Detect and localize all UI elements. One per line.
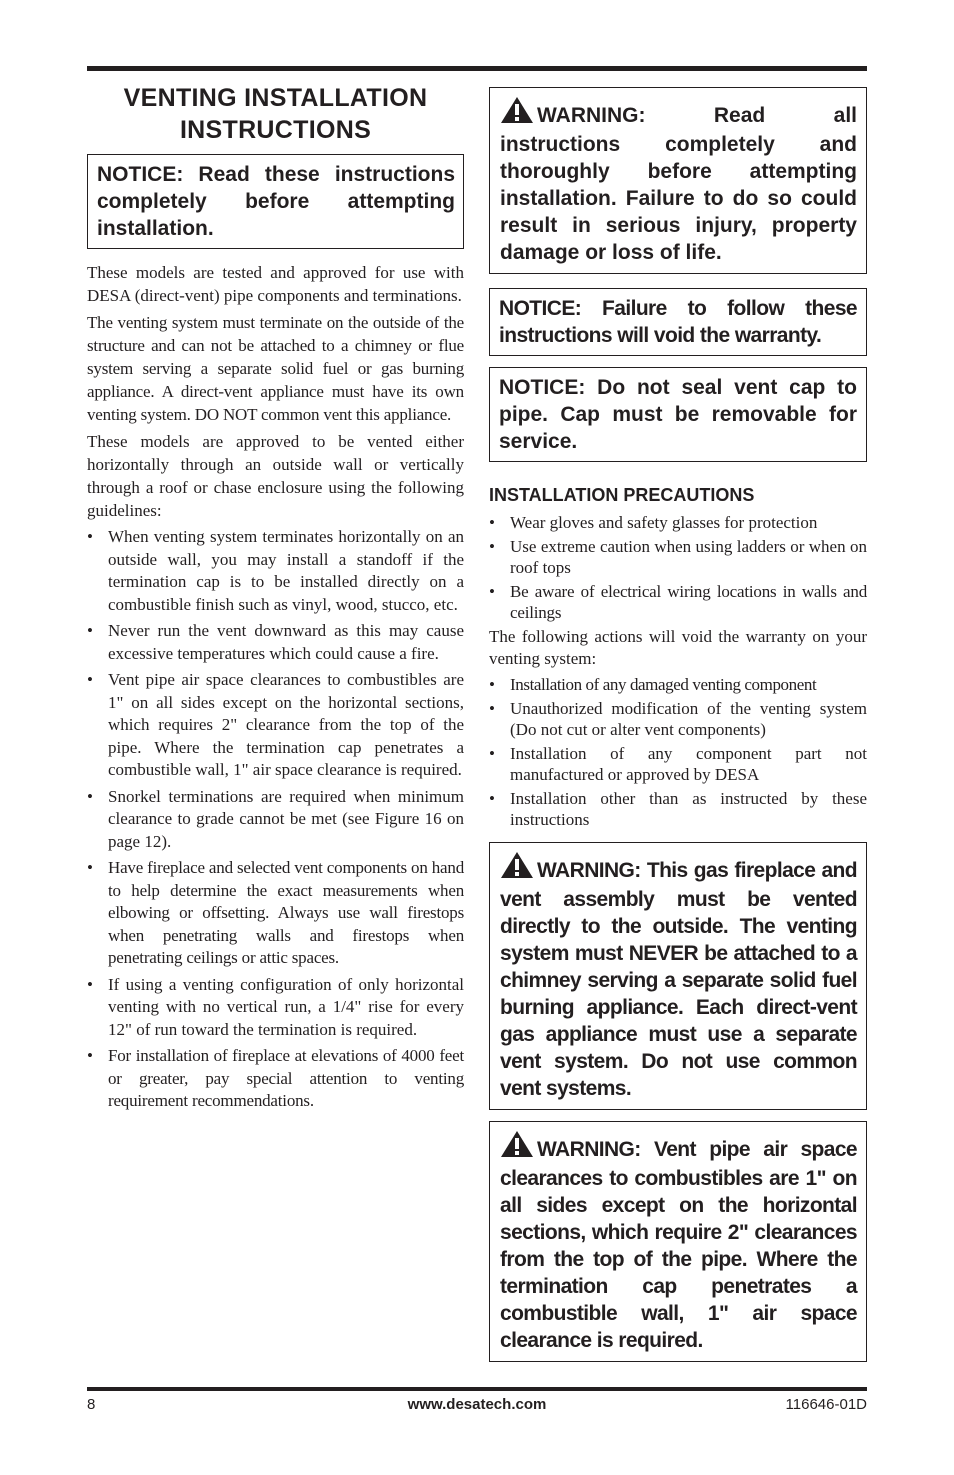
list-item: • For installation of fireplace at elevations of 4000 feet or greater, pay special attention to venting requirement recommendations. (87, 1045, 464, 1113)
warning-triangle-icon (500, 1130, 534, 1165)
left-column (87, 80, 464, 1117)
paragraph-vent-orientation: These models are approved to be vented either horizontally through an outside wall or vertically through a roof or chase enclosure using the following guidelines: (87, 432, 464, 520)
paragraph-approved-components: These models are tested and approved for use with DESA (direct-vent) pipe components and terminations. (87, 263, 464, 305)
list-item: • When venting system terminates horizontally on an outside wall, you may install a standoff if the termination cap is to be installed directly on a combustible finish such as vinyl, wood, stucco, etc. (87, 526, 464, 616)
warning-read-all-text: WARNING: Read all instructions completely and thoroughly before attempting installation. Failure to do so could result in serious injury, property damage or loss of life. (500, 104, 857, 264)
list-item: • Be aware of electrical wiring locations in walls and ceilings (489, 581, 867, 623)
top-rule (87, 66, 867, 71)
guidelines-list (87, 526, 464, 1113)
precautions-heading: INSTALLATION PRECAUTIONS (489, 485, 755, 505)
page-number: 8 (87, 1396, 96, 1413)
list-item: • Vent pipe air space clearances to combustibles are 1" on all sides except on the horizontal sections, which requires 2" clearance from the top of the pipe. Where the termination cap penetrates a combustible wall, 1" air space clearance is required. (87, 669, 464, 782)
list-item: • Installation of any damaged venting component (489, 674, 867, 695)
list-item: • Snorkel terminations are required when minimum clearance to grade cannot be met (see Figure 16 on page 12). (87, 786, 464, 854)
list-item: • If using a venting configuration of only horizontal venting with no vertical run, a 1/4" rise for every 12" of run toward the termination is required. (87, 974, 464, 1042)
footer-doc-number: 116646-01D (785, 1396, 867, 1413)
warning-vent-outside-text: WARNING: This gas fireplace and vent assembly must be vented directly to the outside. The venting system must NEVER be attached to a chimney serving a separate solid fuel burning appliance. Each direct-vent gas appliance must use a separate vent system. Do not use common vent systems. (500, 859, 857, 1100)
list-item: • Use extreme caution when using ladders or when on roof tops (489, 536, 867, 578)
warning-clearances (489, 1121, 867, 1362)
paragraph-terminate-outside: The venting system must terminate on the outside of the structure and can not be attached to a chimney or flue system serving a separate solid fuel or gas burning appliance. A direct-vent appliance must have its own venting system. DO NOT common vent this appliance. (87, 313, 464, 424)
notice-vent-cap: NOTICE: Do not seal vent cap to pipe. Cap must be removable for service. (489, 367, 867, 462)
page-title: VENTING INSTALLATION INSTRUCTIONS (123, 84, 428, 144)
warning-read-all (489, 87, 867, 274)
notice-read-instructions: NOTICE: Read these instructions completely before attempting installation. (87, 154, 464, 249)
void-actions-list (489, 674, 867, 830)
bottom-rule (87, 1387, 867, 1391)
list-item: • Have fireplace and selected vent components on hand to help determine the exact measurements when elbowing or offsetting. Always use wall firestops when penetrating walls and firestops when penetrating ceilings or attic spaces. (87, 857, 464, 970)
warning-triangle-icon (500, 851, 534, 886)
list-item: • Wear gloves and safety glasses for protection (489, 512, 867, 533)
list-item: • Unauthorized modification of the venting system (Do not cut or alter vent components) (489, 698, 867, 740)
list-item: • Never run the vent downward as this may cause excessive temperatures which could cause a fire. (87, 620, 464, 665)
void-warranty-intro: The following actions will void the warranty on your venting system: (489, 627, 867, 668)
list-item: • Installation other than as instructed by these instructions (489, 788, 867, 830)
warning-clearances-text: WARNING: Vent pipe air space clearances to combustibles are 1" on all sides except on the horizontal sections, which require 2" clearances from the top of the pipe. Where the termination cap penetrates a combustible wall, 1" air space clearance is required. (500, 1138, 857, 1352)
warning-vent-outside (489, 842, 867, 1110)
list-item: • Installation of any component part not manufactured or approved by DESA (489, 743, 867, 785)
warning-triangle-icon (500, 96, 534, 131)
footer-website: www.desatech.com (407, 1396, 547, 1413)
precautions-list (489, 512, 867, 623)
right-column (489, 87, 867, 1362)
notice-void-warranty: NOTICE: Failure to follow these instructions will void the warranty. (489, 288, 867, 356)
